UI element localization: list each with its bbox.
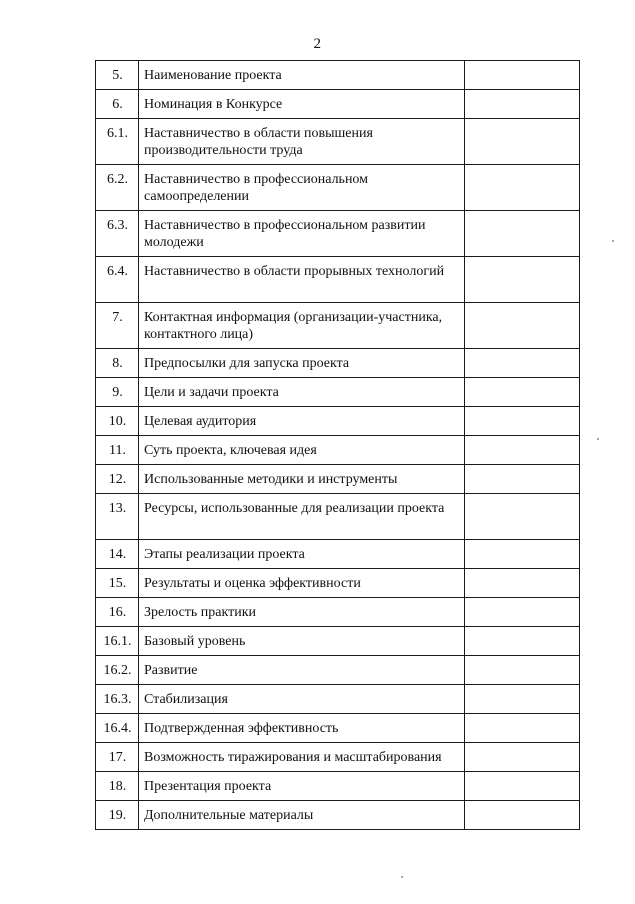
table-row (96, 714, 580, 743)
row-label: Результаты и оценка эффективности (139, 569, 465, 598)
row-label: Стабилизация (139, 685, 465, 714)
row-number: 9. (96, 378, 139, 407)
table-row (96, 540, 580, 569)
table-row (96, 685, 580, 714)
page-number: 2 (313, 36, 322, 52)
row-value-cell[interactable] (465, 436, 580, 465)
row-label: Использованные методики и инструменты (139, 465, 465, 494)
row-value-cell[interactable] (465, 772, 580, 801)
row-value-cell[interactable] (465, 349, 580, 378)
table-row (96, 378, 580, 407)
row-number: 11. (96, 436, 139, 465)
row-label: Ресурсы, использованные для реализации проекта (139, 494, 465, 540)
table-row (96, 627, 580, 656)
row-value-cell[interactable] (465, 494, 580, 540)
row-value-cell[interactable] (465, 165, 580, 211)
table-row (96, 165, 580, 211)
row-value-cell[interactable] (465, 119, 580, 165)
table-row (96, 801, 580, 830)
row-label: Возможность тиражирования и масштабирования (139, 743, 465, 772)
row-label: Наименование проекта (139, 61, 465, 90)
table-row (96, 743, 580, 772)
row-label: Подтвержденная эффективность (139, 714, 465, 743)
row-number: 16.3. (96, 685, 139, 714)
row-label: Цели и задачи проекта (139, 378, 465, 407)
row-value-cell[interactable] (465, 303, 580, 349)
row-number: 7. (96, 303, 139, 349)
table-row (96, 257, 580, 303)
row-number: 15. (96, 569, 139, 598)
row-value-cell[interactable] (465, 465, 580, 494)
row-value-cell[interactable] (465, 656, 580, 685)
scan-speck (612, 240, 614, 242)
row-number: 6.4. (96, 257, 139, 303)
row-number: 6.2. (96, 165, 139, 211)
row-label: Дополнительные материалы (139, 801, 465, 830)
row-value-cell[interactable] (465, 685, 580, 714)
row-label: Целевая аудитория (139, 407, 465, 436)
table-row (96, 494, 580, 540)
row-label: Презентация проекта (139, 772, 465, 801)
application-form-table (95, 60, 580, 830)
table-row (96, 656, 580, 685)
row-number: 6.1. (96, 119, 139, 165)
table-row (96, 465, 580, 494)
row-label: Суть проекта, ключевая идея (139, 436, 465, 465)
row-label: Наставничество в области прорывных технологий (139, 257, 465, 303)
table-row (96, 407, 580, 436)
row-number: 16.2. (96, 656, 139, 685)
row-value-cell[interactable] (465, 61, 580, 90)
table-row (96, 119, 580, 165)
row-value-cell[interactable] (465, 540, 580, 569)
row-number: 13. (96, 494, 139, 540)
row-value-cell[interactable] (465, 714, 580, 743)
row-number: 16.4. (96, 714, 139, 743)
row-value-cell[interactable] (465, 801, 580, 830)
row-number: 17. (96, 743, 139, 772)
scan-speck (401, 876, 403, 878)
table-row (96, 772, 580, 801)
table-row (96, 349, 580, 378)
row-number: 5. (96, 61, 139, 90)
row-number: 19. (96, 801, 139, 830)
row-number: 6.3. (96, 211, 139, 257)
row-value-cell[interactable] (465, 598, 580, 627)
row-number: 14. (96, 540, 139, 569)
row-number: 12. (96, 465, 139, 494)
row-value-cell[interactable] (465, 211, 580, 257)
row-label: Базовый уровень (139, 627, 465, 656)
row-label: Этапы реализации проекта (139, 540, 465, 569)
row-number: 16. (96, 598, 139, 627)
row-value-cell[interactable] (465, 90, 580, 119)
table-row (96, 61, 580, 90)
table-row (96, 598, 580, 627)
row-label: Номинация в Конкурсе (139, 90, 465, 119)
row-number: 8. (96, 349, 139, 378)
row-label: Контактная информация (организации-участника, контактного лица) (139, 303, 465, 349)
table-row (96, 436, 580, 465)
row-number: 16.1. (96, 627, 139, 656)
table-row (96, 569, 580, 598)
row-number: 10. (96, 407, 139, 436)
row-value-cell[interactable] (465, 743, 580, 772)
table-row (96, 90, 580, 119)
row-label: Наставничество в профессиональном развитии молодежи (139, 211, 465, 257)
row-label: Зрелость практики (139, 598, 465, 627)
row-number: 6. (96, 90, 139, 119)
row-value-cell[interactable] (465, 378, 580, 407)
row-value-cell[interactable] (465, 257, 580, 303)
row-number: 18. (96, 772, 139, 801)
row-label: Предпосылки для запуска проекта (139, 349, 465, 378)
table-row (96, 303, 580, 349)
row-label: Развитие (139, 656, 465, 685)
row-value-cell[interactable] (465, 627, 580, 656)
row-label: Наставничество в профессиональном самоопределении (139, 165, 465, 211)
row-value-cell[interactable] (465, 569, 580, 598)
row-label: Наставничество в области повышения производительности труда (139, 119, 465, 165)
row-value-cell[interactable] (465, 407, 580, 436)
table-row (96, 211, 580, 257)
scan-speck (597, 438, 599, 440)
